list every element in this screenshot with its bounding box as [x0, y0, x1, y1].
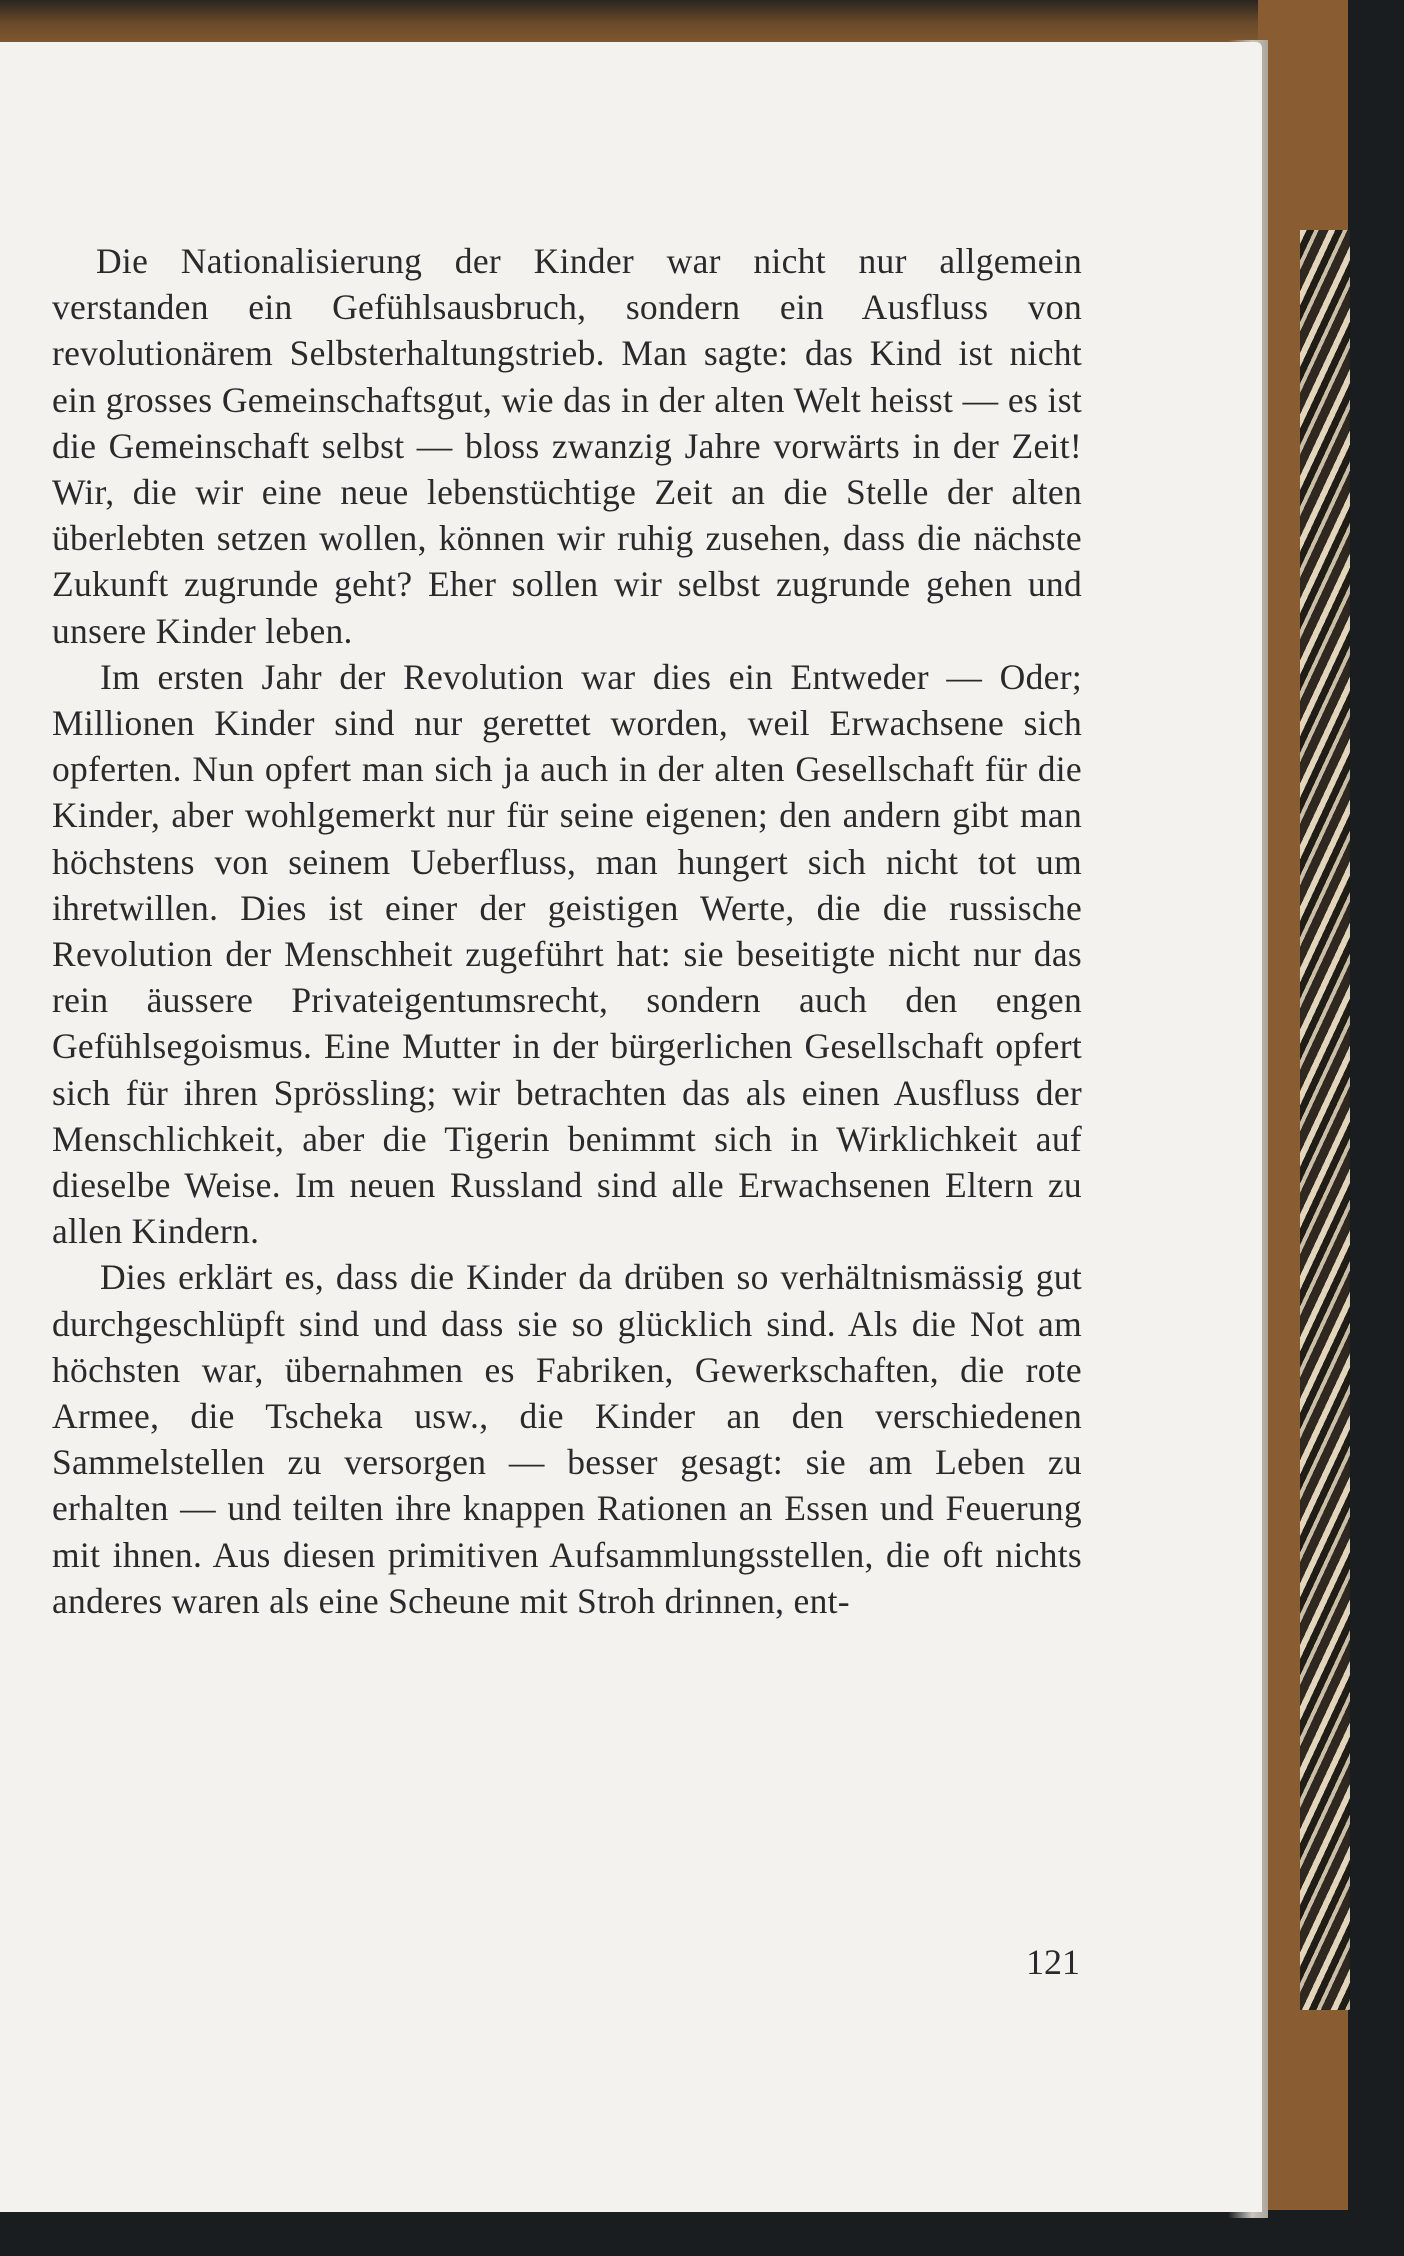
paragraph-2: Im ersten Jahr der Revolution war dies ein Entweder — Oder; Millionen Kinder sind nur gerettet worden, weil Erwachsene sich opferten. Nun opfert man sich ja auch in der alten Gesellschaft für die Kinder, aber wohlgemerkt nur für seine eigenen; den andern gibt man höchstens von seinem Ueberfluss, man hungert sich nicht tot um ihretwillen. Dies ist einer der geistigen Werte, die die russische Revolution der Menschheit zugeführt hat: sie beseitigte nicht nur das rein äussere Privateigentumsrecht, sondern auch den engen Gefühlsegoismus. Eine Mutter in der bürgerlichen Gesellschaft opfert sich für ihren Sprössling; wir betrachten das als einen Ausfluss der Menschlichkeit, aber die Tigerin benimmt sich in Wirklichkeit auf dieselbe Weise. Im neuen Russland sind alle Erwachsenen Eltern zu allen Kindern.: [52, 656, 1082, 1252]
page-number: 121: [1026, 1942, 1080, 1982]
marbled-endpaper: [1300, 230, 1350, 2010]
paragraph-1: Die Nationalisierung der Kinder war nicht nur allgemein verstanden ein Gefühlsausbruch, sondern ein Ausfluss von revolutionärem Selbsterhaltungstrieb. Man sagte: das Kind ist nicht ein grosses Gemeinschaftsgut, wie das in der alten Welt heisst — es ist die Gemeinschaft selbst — bloss zwanzig Jahre vorwärts in der Zeit! Wir, die wir eine neue lebenstüchtige Zeit an die Stelle der alten überlebten setzen wollen, können wir ruhig zusehen, dass die nächste Zukunft zugrunde geht? Eher sollen wir selbst zugrunde gehen und unsere Kinder leben.: [52, 241, 1082, 651]
body-text: [52, 238, 1082, 1624]
paragraph-3: Dies erklärt es, dass die Kinder da drüben so verhältnismässig gut durchgeschlüpft sind und dass sie so glücklich sind. Als die Not am höchsten war, übernahmen es Fabriken, Gewerkschaften, die rote Armee, die Tscheka usw., die Kinder an den verschiedenen Sammelstellen zu versorgen — besser gesagt: sie am Leben zu erhalten — und teilten ihre knappen Rationen an Essen und Feuerung mit ihnen. Aus diesen primitiven Aufsammlungsstellen, die oft nichts anderes waren als eine Scheune mit Stroh drinnen, ent-: [52, 1257, 1082, 1621]
book-page: [0, 42, 1262, 2212]
